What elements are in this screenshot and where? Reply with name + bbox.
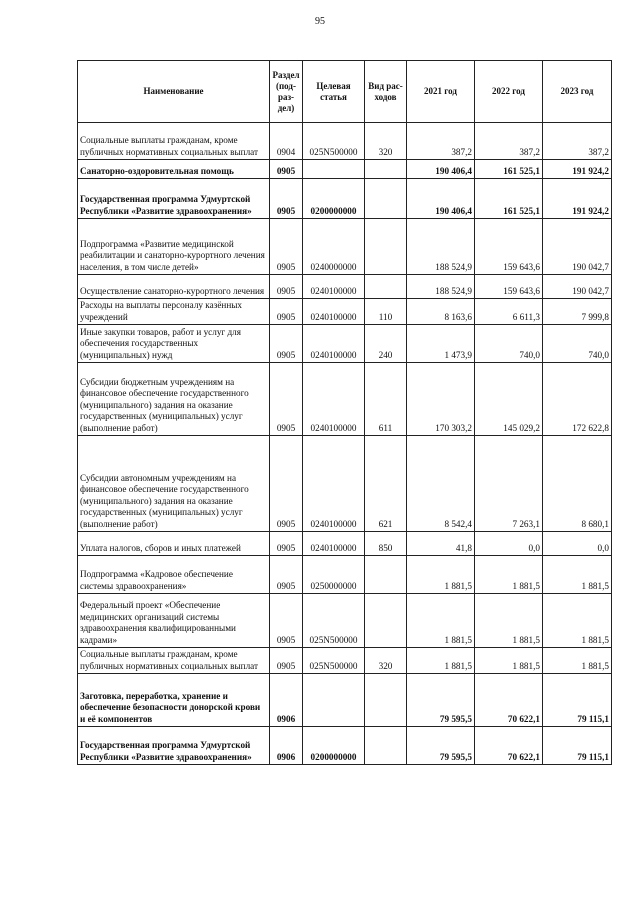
cell-y2023: 190 042,7 [543, 219, 612, 275]
cell-y2021: 188 524,9 [407, 219, 475, 275]
cell-y2022: 7 263,1 [475, 436, 543, 532]
cell-y2023: 740,0 [543, 325, 612, 363]
cell-name: Государственная программа Удмуртской Республики «Развитие здравоохранения» [78, 727, 270, 765]
cell-y2023: 1 881,5 [543, 556, 612, 594]
cell-section: 0905 [270, 179, 303, 219]
cell-section: 0905 [270, 594, 303, 648]
cell-y2022: 6 611,3 [475, 299, 543, 325]
cell-section: 0905 [270, 160, 303, 179]
cell-target: 0240000000 [303, 219, 365, 275]
cell-target [303, 160, 365, 179]
header-kind: Вид рас-ходов [365, 61, 407, 123]
cell-y2021: 1 881,5 [407, 556, 475, 594]
cell-name: Уплата налогов, сборов и иных платежей [78, 532, 270, 556]
cell-y2022: 161 525,1 [475, 179, 543, 219]
cell-kind [365, 674, 407, 727]
cell-y2022: 70 622,1 [475, 674, 543, 727]
cell-y2021: 1 881,5 [407, 648, 475, 674]
cell-target: 0240100000 [303, 532, 365, 556]
cell-name: Подпрограмма «Кадровое обеспечение системы здравоохранения» [78, 556, 270, 594]
cell-y2023: 1 881,5 [543, 594, 612, 648]
cell-y2023: 190 042,7 [543, 275, 612, 299]
cell-target: 025N500000 [303, 648, 365, 674]
cell-kind [365, 727, 407, 765]
cell-y2021: 190 406,4 [407, 179, 475, 219]
cell-y2021: 1 473,9 [407, 325, 475, 363]
cell-target: 0200000000 [303, 179, 365, 219]
cell-y2021: 1 881,5 [407, 594, 475, 648]
header-2022: 2022 год [475, 61, 543, 123]
cell-name: Санаторно-оздоровительная помощь [78, 160, 270, 179]
table-row [78, 275, 612, 299]
table-row [78, 363, 612, 436]
cell-kind: 611 [365, 363, 407, 436]
cell-name: Заготовка, переработка, хранение и обеспечение безопасности донорской крови и её компонентов [78, 674, 270, 727]
cell-target [303, 674, 365, 727]
cell-kind [365, 594, 407, 648]
cell-y2022: 740,0 [475, 325, 543, 363]
cell-target: 0250000000 [303, 556, 365, 594]
cell-target: 0240100000 [303, 325, 365, 363]
cell-section: 0905 [270, 556, 303, 594]
cell-y2022: 70 622,1 [475, 727, 543, 765]
cell-y2021: 79 595,5 [407, 674, 475, 727]
header-target: Целевая статья [303, 61, 365, 123]
cell-target: 0240100000 [303, 363, 365, 436]
cell-kind: 320 [365, 648, 407, 674]
cell-section: 0906 [270, 674, 303, 727]
cell-section: 0905 [270, 436, 303, 532]
table-row [78, 219, 612, 275]
cell-section: 0906 [270, 727, 303, 765]
cell-kind: 320 [365, 123, 407, 160]
cell-name: Субсидии бюджетным учреждениям на финансовое обеспечение государственного (муниципального) задания на оказание государственных (муниципальных) услуг (выполнение работ) [78, 363, 270, 436]
cell-name: Расходы на выплаты персоналу казённых учреждений [78, 299, 270, 325]
cell-y2022: 387,2 [475, 123, 543, 160]
cell-target: 025N500000 [303, 594, 365, 648]
header-section: Раздел (под-раз-дел) [270, 61, 303, 123]
cell-y2021: 8 163,6 [407, 299, 475, 325]
cell-section: 0905 [270, 275, 303, 299]
cell-y2021: 41,8 [407, 532, 475, 556]
cell-y2023: 7 999,8 [543, 299, 612, 325]
cell-y2022: 159 643,6 [475, 275, 543, 299]
table-row [78, 727, 612, 765]
cell-section: 0905 [270, 325, 303, 363]
cell-y2023: 1 881,5 [543, 648, 612, 674]
cell-y2022: 1 881,5 [475, 594, 543, 648]
cell-kind: 621 [365, 436, 407, 532]
cell-y2023: 191 924,2 [543, 160, 612, 179]
cell-name: Иные закупки товаров, работ и услуг для обеспечения государственных (муниципальных) нужд [78, 325, 270, 363]
cell-target: 0200000000 [303, 727, 365, 765]
cell-kind: 240 [365, 325, 407, 363]
cell-y2023: 8 680,1 [543, 436, 612, 532]
cell-section: 0905 [270, 648, 303, 674]
cell-section: 0905 [270, 532, 303, 556]
cell-y2021: 79 595,5 [407, 727, 475, 765]
cell-y2022: 145 029,2 [475, 363, 543, 436]
table-body [78, 123, 612, 765]
header-2021: 2021 год [407, 61, 475, 123]
cell-target: 0240100000 [303, 275, 365, 299]
cell-y2022: 161 525,1 [475, 160, 543, 179]
cell-y2021: 8 542,4 [407, 436, 475, 532]
table-header-row [78, 61, 612, 123]
cell-y2023: 79 115,1 [543, 727, 612, 765]
cell-kind [365, 275, 407, 299]
cell-name: Федеральный проект «Обеспечение медицинских организаций системы здравоохранения квалифицированными кадрами» [78, 594, 270, 648]
cell-kind [365, 160, 407, 179]
page-number: 95 [315, 16, 325, 27]
cell-y2023: 0,0 [543, 532, 612, 556]
cell-section: 0905 [270, 299, 303, 325]
cell-kind [365, 179, 407, 219]
cell-section: 0905 [270, 219, 303, 275]
cell-y2023: 191 924,2 [543, 179, 612, 219]
cell-y2022: 1 881,5 [475, 556, 543, 594]
table-row [78, 160, 612, 179]
cell-name: Подпрограмма «Развитие медицинской реабилитации и санаторно-курортного лечения населения, в том числе детей» [78, 219, 270, 275]
cell-y2021: 387,2 [407, 123, 475, 160]
cell-y2023: 172 622,8 [543, 363, 612, 436]
budget-table [77, 60, 612, 765]
table-row [78, 532, 612, 556]
cell-kind: 850 [365, 532, 407, 556]
header-2023: 2023 год [543, 61, 612, 123]
cell-y2021: 188 524,9 [407, 275, 475, 299]
cell-kind: 110 [365, 299, 407, 325]
cell-kind [365, 556, 407, 594]
table-row [78, 299, 612, 325]
table-row [78, 556, 612, 594]
table-row [78, 179, 612, 219]
cell-y2023: 387,2 [543, 123, 612, 160]
table-row [78, 325, 612, 363]
table-row [78, 123, 612, 160]
table-row [78, 648, 612, 674]
cell-y2023: 79 115,1 [543, 674, 612, 727]
table-row [78, 594, 612, 648]
cell-y2022: 159 643,6 [475, 219, 543, 275]
cell-y2022: 0,0 [475, 532, 543, 556]
cell-name: Социальные выплаты гражданам, кроме публичных нормативных социальных выплат [78, 648, 270, 674]
cell-y2021: 170 303,2 [407, 363, 475, 436]
cell-name: Субсидии автономным учреждениям на финансовое обеспечение государственного (муниципального) задания на оказание государственных (муниципальных) услуг (выполнение работ) [78, 436, 270, 532]
cell-target: 0240100000 [303, 436, 365, 532]
table-row [78, 436, 612, 532]
cell-name: Осуществление санаторно-курортного лечения [78, 275, 270, 299]
cell-y2021: 190 406,4 [407, 160, 475, 179]
header-name: Наименование [78, 61, 270, 123]
cell-target: 025N500000 [303, 123, 365, 160]
cell-section: 0905 [270, 363, 303, 436]
cell-y2022: 1 881,5 [475, 648, 543, 674]
cell-target: 0240100000 [303, 299, 365, 325]
cell-section: 0904 [270, 123, 303, 160]
cell-name: Государственная программа Удмуртской Республики «Развитие здравоохранения» [78, 179, 270, 219]
cell-kind [365, 219, 407, 275]
cell-name: Социальные выплаты гражданам, кроме публичных нормативных социальных выплат [78, 123, 270, 160]
table-row [78, 674, 612, 727]
